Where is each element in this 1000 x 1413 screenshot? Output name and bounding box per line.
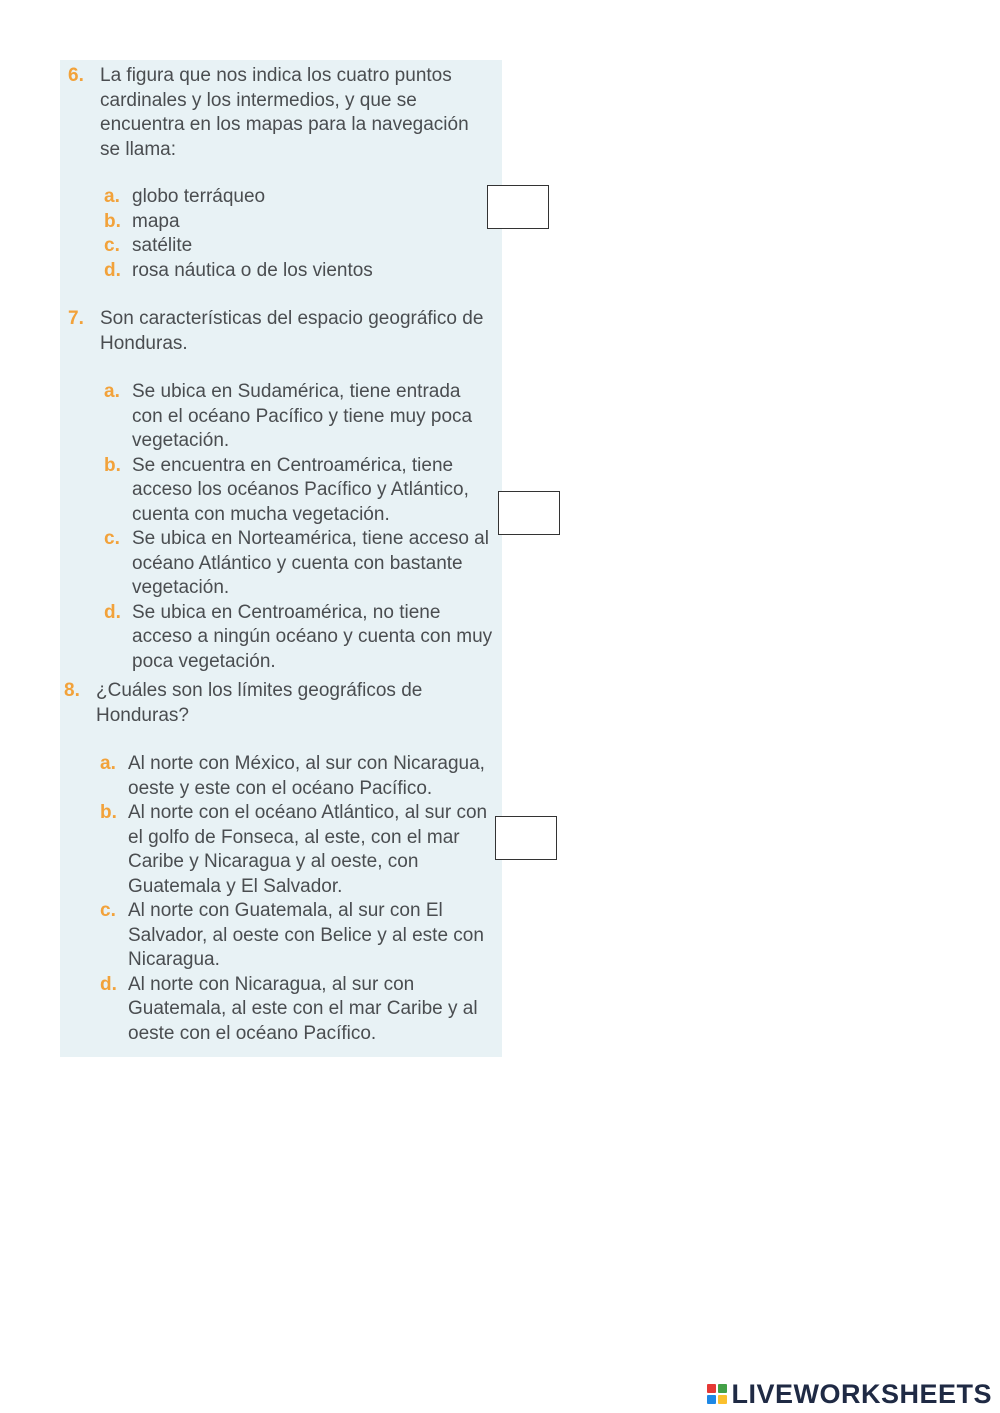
question-8-options — [100, 752, 492, 1046]
option-letter: d. — [104, 259, 121, 281]
option-c — [104, 234, 484, 259]
logo-square-red — [707, 1384, 716, 1393]
option-letter: a. — [100, 753, 116, 774]
option-text: Se ubica en Centroamérica, no tiene acceso a ningún océano y cuenta con muy poca vegetación. — [132, 601, 493, 672]
option-d — [104, 601, 496, 675]
option-text: Se ubica en Norteamérica, tiene acceso al océano Atlántico y cuenta con bastante vegetación. — [132, 528, 489, 598]
question-text: ¿Cuáles son los límites geográficos de Honduras? — [96, 680, 423, 726]
option-text: Al norte con Guatemala, al sur con El Salvador, al oeste con Belice y al este con Nicaragua. — [128, 900, 484, 970]
option-letter: c. — [104, 528, 120, 549]
option-c — [100, 899, 492, 973]
option-text: Al norte con Nicaragua, al sur con Guatemala, al este con el mar Caribe y al oeste con el océano Pacífico. — [128, 973, 478, 1044]
liveworksheets-logo — [707, 1378, 992, 1410]
question-8 — [64, 679, 492, 728]
question-6-options — [104, 185, 484, 283]
option-d — [100, 973, 492, 1047]
liveworksheets-icon — [707, 1384, 727, 1404]
option-b — [104, 210, 484, 235]
question-number: 7. — [68, 308, 84, 329]
option-letter: a. — [104, 381, 120, 402]
question-6 — [68, 64, 492, 162]
option-d — [104, 259, 484, 284]
option-letter: b. — [104, 454, 121, 476]
option-letter: c. — [104, 235, 120, 256]
option-a — [104, 380, 496, 454]
question-number: 8. — [64, 680, 80, 701]
option-c — [104, 527, 496, 601]
option-text: Al norte con México, al sur con Nicaragua, oeste y este con el océano Pacífico. — [128, 753, 485, 799]
question-number: 6. — [68, 65, 84, 86]
option-text: mapa — [132, 210, 180, 232]
question-7-options — [104, 380, 496, 674]
answer-input-8[interactable] — [495, 816, 557, 860]
option-text: globo terráqueo — [132, 186, 266, 207]
option-letter: d. — [100, 973, 117, 995]
option-text: Al norte con el océano Atlántico, al sur con el golfo de Fonseca, al este, con el mar Caribe y Nicaragua y al oeste, con Guatemala y El Salvador. — [128, 802, 488, 897]
option-a — [104, 185, 484, 210]
logo-square-yellow — [718, 1395, 727, 1404]
option-letter: b. — [104, 210, 121, 232]
option-letter: c. — [100, 900, 116, 921]
option-text: Se ubica en Sudamérica, tiene entrada con el océano Pacífico y tiene muy poca vegetación. — [132, 381, 473, 451]
option-letter: b. — [100, 802, 117, 823]
answer-input-7[interactable] — [498, 491, 560, 535]
option-b — [104, 454, 496, 528]
option-b — [100, 801, 492, 899]
brand-name: LIVEWORKSHEETS — [731, 1378, 992, 1409]
logo-square-blue — [707, 1395, 716, 1404]
option-text: rosa náutica o de los vientos — [132, 259, 373, 281]
option-text: satélite — [132, 235, 193, 256]
option-text: Se encuentra en Centroamérica, tiene acceso los océanos Pacífico y Atlántico, cuenta con mucha vegetación. — [132, 454, 469, 525]
answer-input-6[interactable] — [487, 185, 549, 229]
option-letter: d. — [104, 601, 121, 623]
question-text: Son características del espacio geográfico de Honduras. — [100, 308, 484, 354]
question-7 — [68, 307, 492, 356]
option-letter: a. — [104, 186, 120, 207]
logo-square-green — [718, 1384, 727, 1393]
question-text: La figura que nos indica los cuatro puntos cardinales y los intermedios, y que se encuentra en los mapas para la navegación se llama: — [100, 65, 469, 160]
option-a — [100, 752, 492, 801]
